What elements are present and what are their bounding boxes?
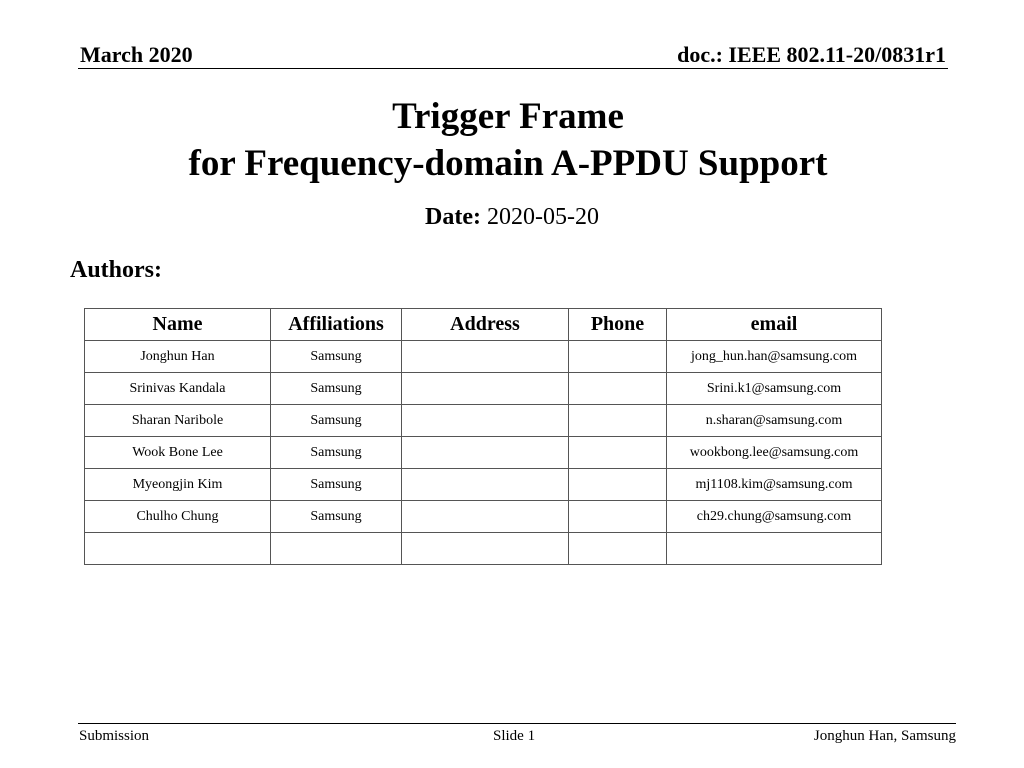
column-header-phone: Phone [569, 309, 667, 341]
table-row [85, 373, 882, 405]
cell-email: jong_hun.han@samsung.com [667, 341, 882, 373]
footer-submission: Submission [79, 728, 150, 744]
header-date: March 2020 [80, 42, 193, 67]
authors-table [84, 308, 882, 565]
table-row [85, 469, 882, 501]
table-row [85, 405, 882, 437]
table-row [85, 437, 882, 469]
cell-affiliation: Samsung [271, 373, 402, 405]
cell-address [402, 437, 569, 469]
cell-address [402, 341, 569, 373]
cell-phone [569, 437, 667, 469]
table-row [85, 501, 882, 533]
cell-email: ch29.chung@samsung.com [667, 501, 882, 533]
cell-phone [569, 501, 667, 533]
cell-email: mj1108.kim@samsung.com [667, 469, 882, 501]
cell-affiliation: Samsung [271, 437, 402, 469]
cell-name: Myeongjin Kim [85, 469, 271, 501]
cell-name: Wook Bone Lee [85, 437, 271, 469]
cell-phone [569, 373, 667, 405]
column-header-address: Address [402, 309, 569, 341]
cell-address [402, 373, 569, 405]
cell-address [402, 405, 569, 437]
cell-email: n.sharan@samsung.com [667, 405, 882, 437]
cell-phone [569, 469, 667, 501]
column-header-email: email [667, 309, 882, 341]
cell-address [402, 501, 569, 533]
cell-phone [569, 405, 667, 437]
cell-affiliation: Samsung [271, 469, 402, 501]
cell-name: Sharan Naribole [85, 405, 271, 437]
cell-affiliation [271, 533, 402, 565]
date-label: Date: [425, 204, 481, 230]
cell-name: Jonghun Han [85, 341, 271, 373]
cell-name [85, 533, 271, 565]
slide-title-line-1: Trigger Frame [392, 96, 624, 137]
footer-slide-number: Slide 1 [493, 728, 536, 744]
table-row-empty [85, 533, 882, 565]
cell-address [402, 533, 569, 565]
cell-name: Chulho Chung [85, 501, 271, 533]
slide-title-line-2: for Frequency-domain A-PPDU Support [188, 143, 828, 184]
cell-affiliation: Samsung [271, 405, 402, 437]
cell-affiliation: Samsung [271, 341, 402, 373]
footer-author: Jonghun Han, Samsung [813, 728, 956, 744]
cell-phone [569, 341, 667, 373]
footer-divider [78, 723, 956, 724]
header-divider [78, 68, 948, 69]
cell-phone [569, 533, 667, 565]
table-row [85, 341, 882, 373]
cell-email [667, 533, 882, 565]
cell-address [402, 469, 569, 501]
date-value: 2020-05-20 [486, 204, 599, 230]
column-header-affiliations: Affiliations [271, 309, 402, 341]
table-header-row [85, 309, 882, 341]
cell-name: Srinivas Kandala [85, 373, 271, 405]
cell-email: Srini.k1@samsung.com [667, 373, 882, 405]
cell-affiliation: Samsung [271, 501, 402, 533]
column-header-name: Name [85, 309, 271, 341]
cell-email: wookbong.lee@samsung.com [667, 437, 882, 469]
date-line [0, 204, 1024, 231]
header-doc-id: doc.: IEEE 802.11-20/0831r1 [677, 42, 946, 67]
authors-heading: Authors: [70, 257, 163, 283]
